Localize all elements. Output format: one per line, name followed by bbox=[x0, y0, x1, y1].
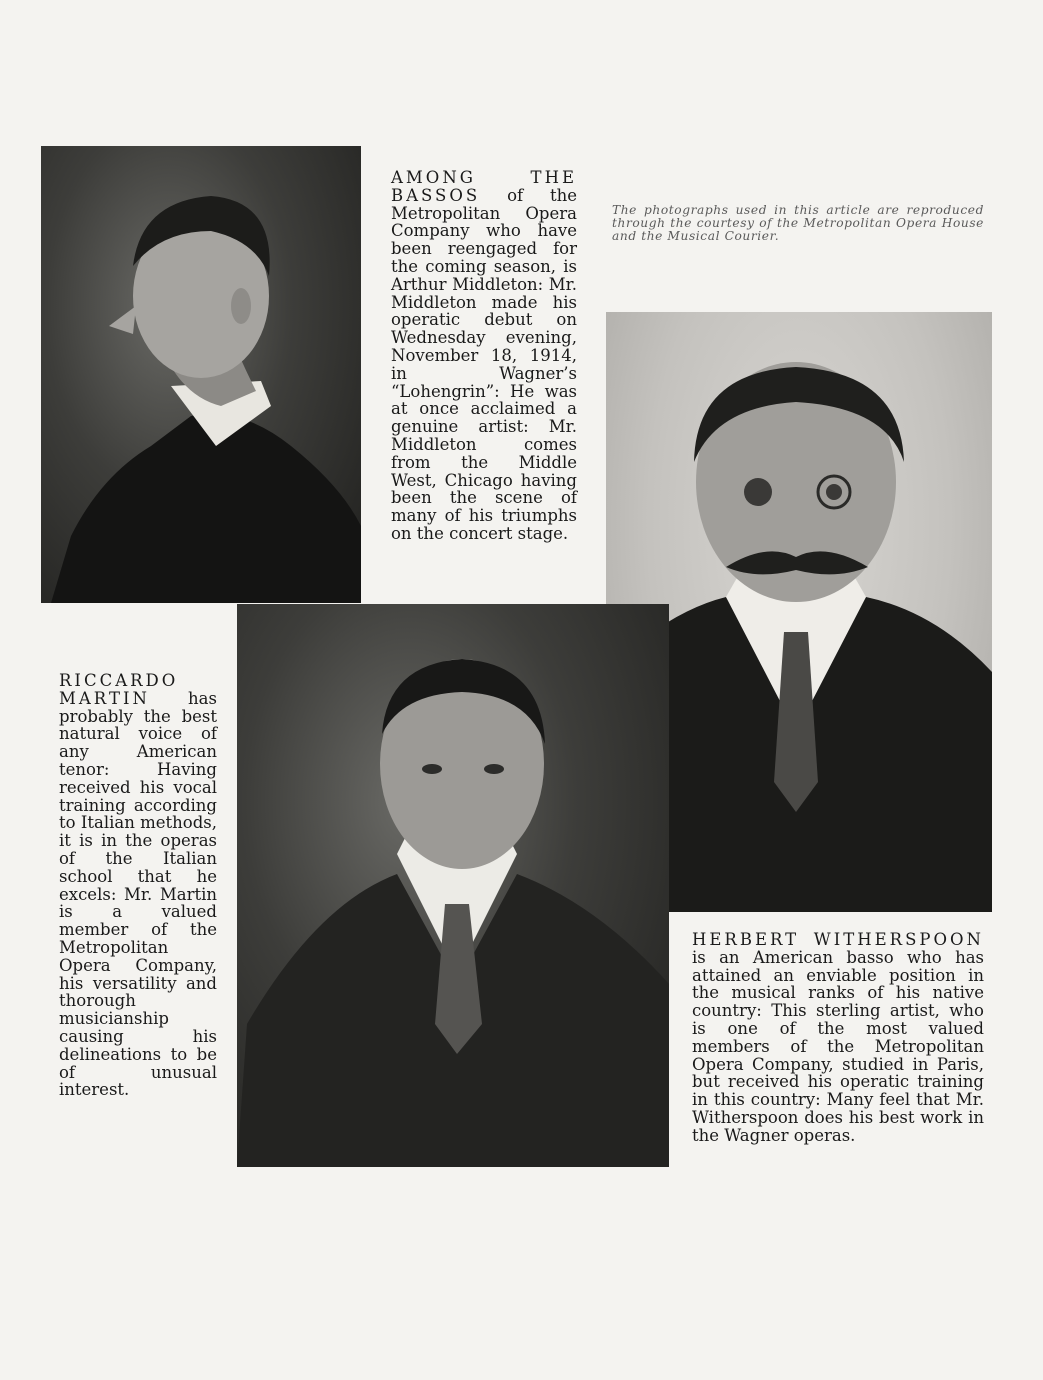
middleton-body: of the Metropolitan Opera Company who have been reengaged for the coming season, is Arthur Middleton: Mr. Middleton made his operatic debut on Wednesday evening, November 18, 1914, in Wagner’s “Lohengrin”: He was at once acclaimed a genuine artist: Mr. Middleton comes from the Middle West, Chicago having been the scene of many of his triumphs on the concert stage. bbox=[391, 185, 577, 543]
photo-credit-caption: The photographs used in this article are reproduced through the courtesy of the Metropolitan Opera House and the Musical Courier. bbox=[612, 203, 984, 243]
portrait-profile-illustration bbox=[41, 146, 361, 603]
photo-riccardo-martin bbox=[237, 604, 669, 1167]
text-witherspoon bbox=[692, 931, 984, 1145]
witherspoon-body: is an American basso who has attained an enviable position in the musical ranks of his native country: This sterling artist, who is one of the most valued members of the Metropolitan Opera Company, studied in Paris, but received his operatic training in this country: Many feel that Mr. Witherspoon does his best work in the Wagner operas. bbox=[692, 947, 984, 1145]
martin-body: has probably the best natural voice of any American tenor: Having received his vocal training according to Italian methods, it is in the operas of the Italian school that he excels: Mr. Martin is a valued member of the Metropolitan Opera Company, his versatility and thorough musicianship causing his delineations to be of unusual interest. bbox=[59, 688, 217, 1100]
text-middleton bbox=[391, 169, 577, 543]
photo-arthur-middleton bbox=[41, 146, 361, 603]
middleton-lead: AMONG THE BASSOS bbox=[391, 168, 577, 205]
portrait-frontal-illustration bbox=[237, 604, 669, 1167]
martin-lead: RICCARDO MARTIN bbox=[59, 671, 179, 708]
witherspoon-lead: HERBERT WITHERSPOON bbox=[692, 930, 984, 949]
text-martin bbox=[59, 672, 217, 1099]
